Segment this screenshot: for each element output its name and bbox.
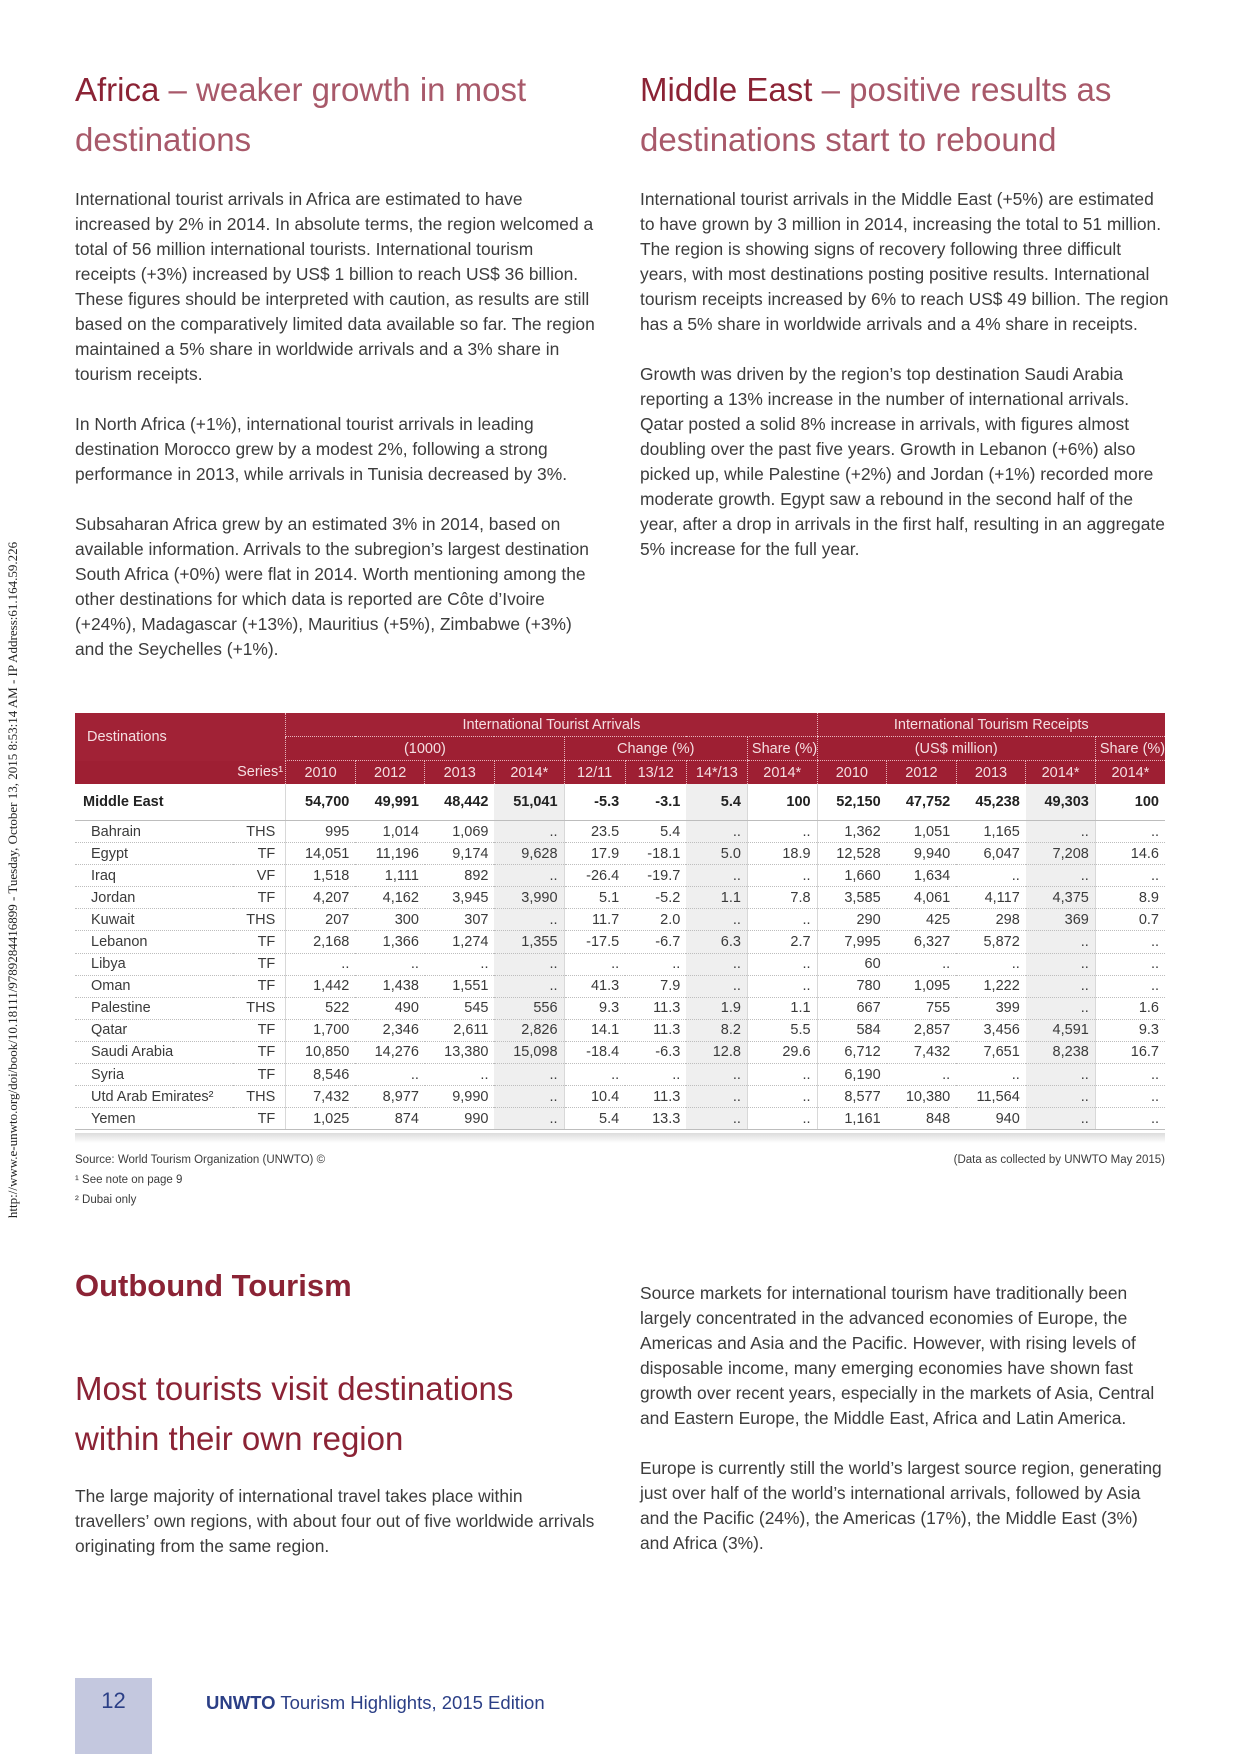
table-cell: 15,098 [494,1041,564,1063]
table-cell: 995 [286,821,356,843]
table-cell: 2.0 [625,909,686,931]
table-cell: 5.5 [747,1019,817,1041]
table-cell: .. [956,865,1026,887]
table-cell: 9,940 [887,843,957,865]
table-row [75,997,1165,1019]
outbound-right-paragraph: Europe is currently still the world’s largest source region, generating just over half of the world’s international arrivals, followed by Asia and the Pacific (24%), the Americas (17%), the Middle East (3%) and Africa (3%). [640,1458,1162,1553]
table-cell: .. [1026,931,1096,953]
table-cell: 2,826 [494,1019,564,1041]
table-cell: 12.8 [686,1041,747,1063]
table-cell: 1,366 [355,931,425,953]
table-shadow [75,1133,1165,1143]
table-cell: 6,327 [887,931,957,953]
table-cell: 9,628 [494,843,564,865]
destination-name: Jordan [75,887,233,909]
receipts-header: International Tourism Receipts [817,713,1165,737]
table-cell: 7.8 [747,887,817,909]
table-cell: 4,061 [887,887,957,909]
series-code [233,784,286,821]
table-cell: 13,380 [425,1041,495,1063]
table-cell: .. [286,953,356,975]
table-cell: 45,238 [956,784,1026,821]
table-cell: 49,991 [355,784,425,821]
table-cell: -18.1 [625,843,686,865]
table-cell: .. [1026,1064,1096,1086]
table-cell: .. [887,953,957,975]
table-cell: 1,442 [286,975,356,997]
change-period-header: 14*/13 [686,761,747,785]
table-cell: .. [494,975,564,997]
table-cell: 369 [1026,909,1096,931]
table-cell: 545 [425,997,495,1019]
middle-east-data-table [75,713,1165,1130]
table-row [75,1019,1165,1041]
outbound-left-column [75,1364,595,1584]
table-cell: 7,208 [1026,843,1096,865]
table-cell: .. [686,975,747,997]
table-body [75,784,1165,1130]
table-cell: 52,150 [817,784,887,821]
table-cell: 6.3 [686,931,747,953]
change-period-header: 13/12 [625,761,686,785]
table-row [75,1108,1165,1130]
table-cell: 10,850 [286,1041,356,1063]
table-cell: .. [1095,953,1165,975]
receipts-share-header: Share (%) [1095,737,1165,761]
table-cell: 5.1 [564,887,625,909]
table-cell: 1.1 [686,887,747,909]
table-cell: .. [425,953,495,975]
table-cell: 11,564 [956,1086,1026,1108]
table-cell: 2,168 [286,931,356,953]
table-cell: 8,546 [286,1064,356,1086]
table-cell: .. [686,953,747,975]
table-cell: .. [747,953,817,975]
share-header: Share (%) [747,737,817,761]
table-cell: 8.2 [686,1019,747,1041]
table-cell: 1,362 [817,821,887,843]
table-cell: .. [686,1086,747,1108]
destination-name: Qatar [75,1019,233,1041]
table-cell: .. [747,821,817,843]
table-cell: -6.3 [625,1041,686,1063]
table-cell: .. [625,953,686,975]
table-cell: 0.7 [1095,909,1165,931]
table-cell: .. [747,909,817,931]
table-cell: .. [1095,1086,1165,1108]
table-cell: .. [686,821,747,843]
receipts-share-year-header: 2014* [1095,761,1165,785]
destination-name: Saudi Arabia [75,1041,233,1063]
table-cell: .. [747,865,817,887]
table-cell: 1,025 [286,1108,356,1130]
africa-paragraph: Subsaharan Africa grew by an estimated 3% in 2014, based on available information. Arrivals to the subregion’s largest destination South Africa (+0%) were flat in 2014. Worth mentioning among the other destinations for which data is reported are Côte d’Ivoire (+24%), Madagascar (+13%), Mauritius (+5%), Zimbabwe (+3%) and the Seychelles (+1%). [75,514,589,659]
arrivals-header: International Tourist Arrivals [286,713,817,737]
table-cell: .. [425,1064,495,1086]
table-row [75,1064,1165,1086]
table-cell: .. [1026,865,1096,887]
table-cell: 290 [817,909,887,931]
table-cell: 54,700 [286,784,356,821]
year-header: 2012 [355,761,425,785]
table-cell: 11.3 [625,1086,686,1108]
table-cell: .. [1095,931,1165,953]
footer-publication-title [206,1692,545,1714]
africa-section [75,65,595,687]
table-cell: 5.0 [686,843,747,865]
table-cell: .. [564,1064,625,1086]
table-cell: 1,111 [355,865,425,887]
year-header: 2010 [286,761,356,785]
receipts-year-header: 2010 [817,761,887,785]
table-cell: 12,528 [817,843,887,865]
table-cell: 6,712 [817,1041,887,1063]
destination-name: Oman [75,975,233,997]
table-cell: 5.4 [686,784,747,821]
table-cell: 307 [425,909,495,931]
table-cell: 1,069 [425,821,495,843]
table-cell: 14.1 [564,1019,625,1041]
table-cell: 9.3 [1095,1019,1165,1041]
destinations-header: Destinations [75,713,286,761]
table-cell: 300 [355,909,425,931]
table-cell: 940 [956,1108,1026,1130]
series-code: TF [233,1108,286,1130]
table-cell: .. [747,1086,817,1108]
middle-east-paragraph: Growth was driven by the region’s top destination Saudi Arabia reporting a 13% increase in the number of international arrivals. Qatar posted a solid 8% increase in arrivals, with figures almost doubling over the past five years. Growth in Lebanon (+6%) also picked up, while Palestine (+2%) and Jordan (+1%) recorded more moderate growth. Egypt saw a rebound in the second half of the year, after a drop in arrivals in the first half, resulting in an aggregate 5% increase for the full year. [640,364,1165,559]
table-cell: 7,651 [956,1041,1026,1063]
outbound-heading: Outbound Tourism [75,1268,352,1303]
destination-name: Egypt [75,843,233,865]
table-cell: 41.3 [564,975,625,997]
table-cell: 4,375 [1026,887,1096,909]
table-cell: .. [564,953,625,975]
table-cell: 51,041 [494,784,564,821]
table-row [75,931,1165,953]
table-cell: 1,165 [956,821,1026,843]
table-cell: .. [1026,1108,1096,1130]
table-cell: 29.6 [747,1041,817,1063]
table-cell: -6.7 [625,931,686,953]
table-cell: 11,196 [355,843,425,865]
table-cell: 2,857 [887,1019,957,1041]
series-code: TF [233,953,286,975]
table-cell: 11.3 [625,1019,686,1041]
series-code: THS [233,909,286,931]
table-cell: .. [686,909,747,931]
series-code: TF [233,1041,286,1063]
table-cell: 13.3 [625,1108,686,1130]
table-cell: 7,432 [887,1041,957,1063]
table-cell: 1.6 [1095,997,1165,1019]
table-cell: .. [887,1064,957,1086]
page-number: 12 [101,1688,126,1713]
table-cell: .. [494,953,564,975]
table-cell: 2.7 [747,931,817,953]
table-cell: 4,117 [956,887,1026,909]
table-cell: 100 [1095,784,1165,821]
table-cell: 3,456 [956,1019,1026,1041]
table-cell: 584 [817,1019,887,1041]
series-code: TF [233,887,286,909]
access-note-text: http://www.e-unwto.org/doi/book/10.18111/9789284416899 - Tuesday, October 13, 2015 8:53:14 AM - IP Address:61.164.59.226 [5,541,20,1219]
table-cell: .. [1095,1108,1165,1130]
series-code: THS [233,997,286,1019]
table-cell: -3.1 [625,784,686,821]
table-cell: .. [355,953,425,975]
table-cell: 8,977 [355,1086,425,1108]
table-cell: 207 [286,909,356,931]
table-row [75,975,1165,997]
table-cell: .. [1095,1064,1165,1086]
table-cell: 4,591 [1026,1019,1096,1041]
footer-brand: UNWTO [206,1692,276,1713]
table-cell: -17.5 [564,931,625,953]
series-code: TF [233,1064,286,1086]
table-row [75,865,1165,887]
table-cell: 17.9 [564,843,625,865]
table-row-summary [75,784,1165,821]
change-header: Change (%) [564,737,747,761]
table-row [75,821,1165,843]
table-cell: 892 [425,865,495,887]
destination-name: Bahrain [75,821,233,843]
table-cell: 7,995 [817,931,887,953]
table-cell: .. [686,1064,747,1086]
table-cell: 490 [355,997,425,1019]
series-code: VF [233,865,286,887]
table-cell: -5.2 [625,887,686,909]
africa-heading-sub: – weaker growth in most destinations [75,71,527,158]
table-cell: -26.4 [564,865,625,887]
table-row [75,843,1165,865]
table-row [75,1086,1165,1108]
table-row [75,887,1165,909]
receipts-year-header: 2013 [956,761,1026,785]
share-year-header: 2014* [747,761,817,785]
table-cell: 1,051 [887,821,957,843]
table-cell: 49,303 [1026,784,1096,821]
table-cell: 1,438 [355,975,425,997]
table-cell: 1,222 [956,975,1026,997]
table-cell: 7,432 [286,1086,356,1108]
table-cell: 425 [887,909,957,931]
table-cell: 47,752 [887,784,957,821]
table-cell: 48,442 [425,784,495,821]
destination-name: Yemen [75,1108,233,1130]
table-cell: 1,274 [425,931,495,953]
table-cell: 1,518 [286,865,356,887]
table-cell: 10.4 [564,1086,625,1108]
series-header: Series¹ [233,761,286,785]
table-cell: 8,577 [817,1086,887,1108]
table-cell: .. [1026,975,1096,997]
table-cell: 780 [817,975,887,997]
outbound-subheading: Most tourists visit destinations within their own region [75,1370,514,1457]
destination-name: Lebanon [75,931,233,953]
table-cell: 667 [817,997,887,1019]
table-cell: 14,276 [355,1041,425,1063]
table-cell: .. [494,821,564,843]
outbound-left-paragraph: The large majority of international travel takes place within travellers’ own regions, with about four out of five worldwide arrivals originating from the same region. [75,1486,595,1556]
table-cell: 755 [887,997,957,1019]
footer-title: Tourism Highlights, 2015 Edition [275,1692,545,1713]
table-cell: .. [494,1064,564,1086]
table-cell: 399 [956,997,1026,1019]
table-cell: 1,095 [887,975,957,997]
table-cell: .. [1026,821,1096,843]
outbound-right-column [640,1281,1170,1581]
series-code: TF [233,931,286,953]
table-cell: 2,611 [425,1019,495,1041]
table-cell: 4,162 [355,887,425,909]
table-cell: 1,014 [355,821,425,843]
table-footnote-2: ² Dubai only [75,1194,137,1206]
table-cell: 5,872 [956,931,1026,953]
table-cell: 1.1 [747,997,817,1019]
table-cell: .. [494,1086,564,1108]
series-code: THS [233,1086,286,1108]
arrivals-unit-header: (1000) [286,737,564,761]
year-header: 2013 [425,761,495,785]
table-cell: .. [494,1108,564,1130]
table-row [75,909,1165,931]
table-cell: -19.7 [625,865,686,887]
destination-name: Middle East [75,784,233,821]
series-code: TF [233,1019,286,1041]
table-collected-note: (Data as collected by UNWTO May 2015) [953,1154,1165,1166]
table-cell: .. [494,865,564,887]
table-cell: 60 [817,953,887,975]
middle-east-heading-main: Middle East [640,71,813,108]
table-source: Source: World Tourism Organization (UNWTO) © [75,1154,326,1166]
table-cell: .. [747,1064,817,1086]
table-cell: .. [956,1064,1026,1086]
table-cell: 3,585 [817,887,887,909]
table-cell: .. [1026,953,1096,975]
table-footnote-1: ¹ See note on page 9 [75,1174,183,1186]
table-cell: 8.9 [1095,887,1165,909]
table-cell: 4,207 [286,887,356,909]
table-cell: .. [355,1064,425,1086]
destination-name: Utd Arab Emirates² [75,1086,233,1108]
middle-east-heading-sub: – positive results as destinations start to rebound [640,71,1112,158]
table-cell: 522 [286,997,356,1019]
table-cell: .. [1095,865,1165,887]
table-cell: 100 [747,784,817,821]
table-cell: .. [686,865,747,887]
table-cell: 1,660 [817,865,887,887]
table-cell: 3,990 [494,887,564,909]
table-cell: .. [686,1108,747,1130]
table-cell: 1,355 [494,931,564,953]
table-cell: .. [956,953,1026,975]
table-cell: 556 [494,997,564,1019]
table-cell: 1,634 [887,865,957,887]
table-cell: 14,051 [286,843,356,865]
receipts-unit-header: (US$ million) [817,737,1095,761]
destination-name: Iraq [75,865,233,887]
table-cell: 6,190 [817,1064,887,1086]
table-cell: 2,346 [355,1019,425,1041]
table-cell: .. [747,1108,817,1130]
table-cell: 6,047 [956,843,1026,865]
series-code: TF [233,843,286,865]
table-cell: 14.6 [1095,843,1165,865]
middle-east-paragraph: International tourist arrivals in the Middle East (+5%) are estimated to have grown by 3 million in 2014, increasing the total to 51 million. The region is showing signs of recovery following three difficult years, with most destinations posting positive results. International tourism receipts increased by 6% to reach US$ 49 billion. The region has a 5% share in worldwide arrivals and a 4% share in receipts. [640,189,1169,334]
table-cell: 1,700 [286,1019,356,1041]
table-cell: 10,380 [887,1086,957,1108]
africa-paragraph: In North Africa (+1%), international tourist arrivals in leading destination Morocco grew by a modest 2%, following a strong performance in 2013, while arrivals in Tunisia decreased by 3%. [75,414,568,484]
receipts-year-header: 2012 [887,761,957,785]
outbound-right-paragraph: Source markets for international tourism have traditionally been largely concentrated in the advanced economies of Europe, the Americas and Asia and the Pacific. However, with rising levels of disposable income, many emerging economies have shown fast growth over recent years, especially in the markets of Asia, Central and Eastern Europe, the Middle East, Africa and Latin America. [640,1283,1155,1428]
data-table [75,713,1165,1130]
table-cell: 1,161 [817,1108,887,1130]
table-row [75,1041,1165,1063]
year-header: 2014* [494,761,564,785]
table-cell: -5.3 [564,784,625,821]
table-cell: -18.4 [564,1041,625,1063]
table-cell: 3,945 [425,887,495,909]
africa-heading-main: Africa [75,71,160,108]
series-code: THS [233,821,286,843]
sidebar-access-note [0,440,26,1320]
table-cell: 990 [425,1108,495,1130]
table-cell: 848 [887,1108,957,1130]
table-cell: .. [625,1064,686,1086]
table-cell: .. [1026,1086,1096,1108]
destination-name: Libya [75,953,233,975]
table-cell: .. [494,909,564,931]
africa-paragraph: International tourist arrivals in Africa are estimated to have increased by 2% in 2014. In absolute terms, the region welcomed a total of 56 million international tourists. International tourism receipts (+3%) increased by US$ 1 billion to reach US$ 36 billion. These figures should be interpreted with caution, as results are still based on the comparatively limited data available so far. The region maintained a 5% share in worldwide arrivals and a 3% share in tourism receipts. [75,189,595,384]
destination-name: Palestine [75,997,233,1019]
table-cell: 298 [956,909,1026,931]
table-cell: 18.9 [747,843,817,865]
table-cell: 11.7 [564,909,625,931]
table-cell: 1.9 [686,997,747,1019]
table-cell: .. [747,975,817,997]
table-cell: 1,551 [425,975,495,997]
table-cell: .. [1095,821,1165,843]
destination-name: Kuwait [75,909,233,931]
table-cell: 9,990 [425,1086,495,1108]
middle-east-section [640,65,1170,587]
table-cell: 23.5 [564,821,625,843]
table-cell: .. [1095,975,1165,997]
series-code: TF [233,975,286,997]
africa-heading [75,65,595,165]
table-cell: 11.3 [625,997,686,1019]
table-cell: 8,238 [1026,1041,1096,1063]
table-cell: .. [1026,997,1096,1019]
middle-east-heading [640,65,1170,165]
table-cell: 7.9 [625,975,686,997]
table-cell: 9,174 [425,843,495,865]
table-cell: 5.4 [625,821,686,843]
table-cell: 874 [355,1108,425,1130]
table-cell: 9.3 [564,997,625,1019]
table-cell: 5.4 [564,1108,625,1130]
change-period-header: 12/11 [564,761,625,785]
receipts-year-header: 2014* [1026,761,1096,785]
destination-name: Syria [75,1064,233,1086]
table-row [75,953,1165,975]
table-cell: 16.7 [1095,1041,1165,1063]
